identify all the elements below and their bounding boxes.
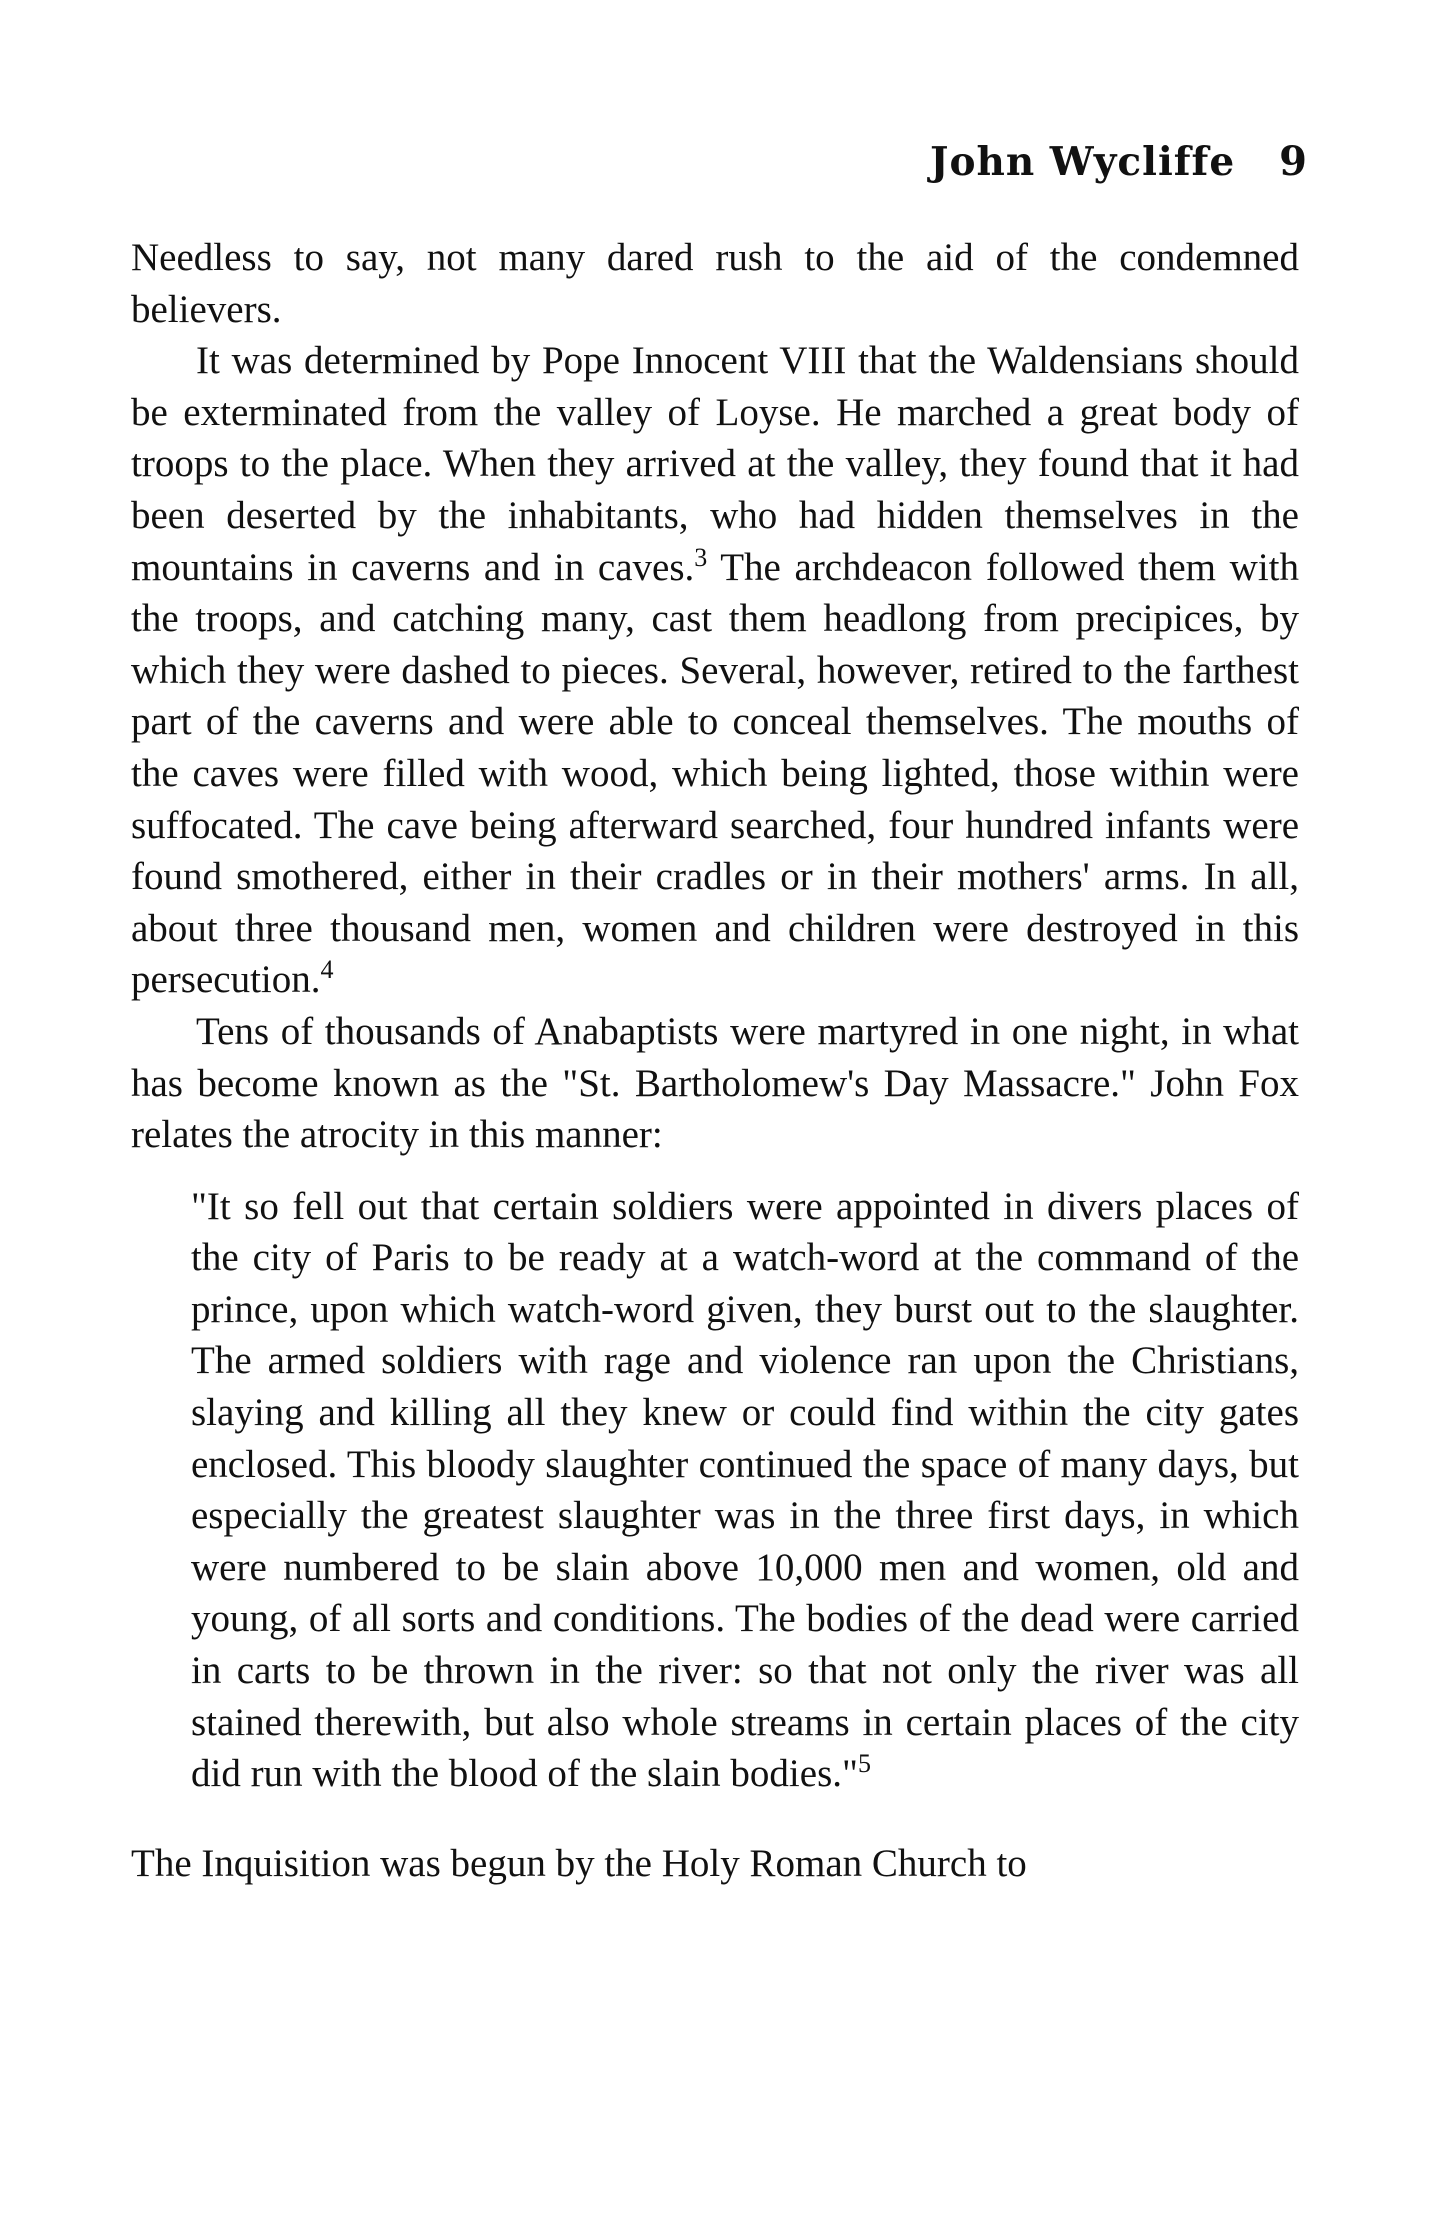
running-title: John Wycliffe — [930, 139, 1236, 185]
footnote-ref-3: 3 — [694, 542, 708, 572]
block-quote-text: "It so fell out that certain soldiers were appointed in divers places of the city of Paris to be ready at a watch-word at the command of the prince, upon which watch-word given, they burst out to the slaughter. The armed soldiers with rage and violence ran upon the Christians, slaying and killing all they knew or could find within the city gates enclosed. This bloody slaughter continued the space of many days, but especially the greatest slaughter was in the three first days, in which were numbered to be slain above 10,000 men and women, old and young, of all sorts and conditions. The bodies of the dead were carried in carts to be thrown in the river: so that not only the river was all stained therewith, but also whole streams in certain places of the city did run with the blood of the slain bodies." — [191, 1184, 1299, 1796]
paragraph-2-continued: The archdeacon followed them with the troops, and catching many, cast them headlong from precipices, by which they were dashed to pieces. Several, however, retired to the farthest part of the caverns and were able to conceal themselves. The mouths of the caves were filled with wood, which being lighted, those within were suffocated. The cave being afterward searched, four hundred infants were found smothered, either in their cradles or in their mothers' arms. In all, about three thousand men, women and children were destroyed in this persecution. — [131, 545, 1299, 1002]
paragraph-4: The Inquisition was begun by the Holy Roman Church to — [131, 1841, 1027, 1885]
page-number: 9 — [1279, 138, 1307, 185]
footnote-ref-5: 5 — [857, 1749, 871, 1779]
paragraph-2 — [131, 335, 1299, 1006]
footnote-ref-4: 4 — [320, 955, 334, 985]
running-header — [930, 138, 1307, 185]
paragraph-1: Needless to say, not many dared rush to the aid of the condemned believers. — [131, 236, 1299, 331]
block-quote — [191, 1181, 1299, 1800]
paragraph-2-text: It was determined by Pope Innocent VIII that the Waldensians should be exterminated from the valley of Loyse. He marched a great body of troops to the place. When they arrived at the valley, they found that it had been deserted by the inhabitants, who had hidden themselves in the mountains in caverns and in caves. — [131, 339, 1299, 589]
paragraph-3: Tens of thousands of Anabaptists were martyred in one night, in what has become known as the "St. Bartholomew's Day Massacre." John Fox relates the atrocity in this manner: — [131, 1009, 1299, 1157]
body-text — [131, 232, 1299, 1889]
